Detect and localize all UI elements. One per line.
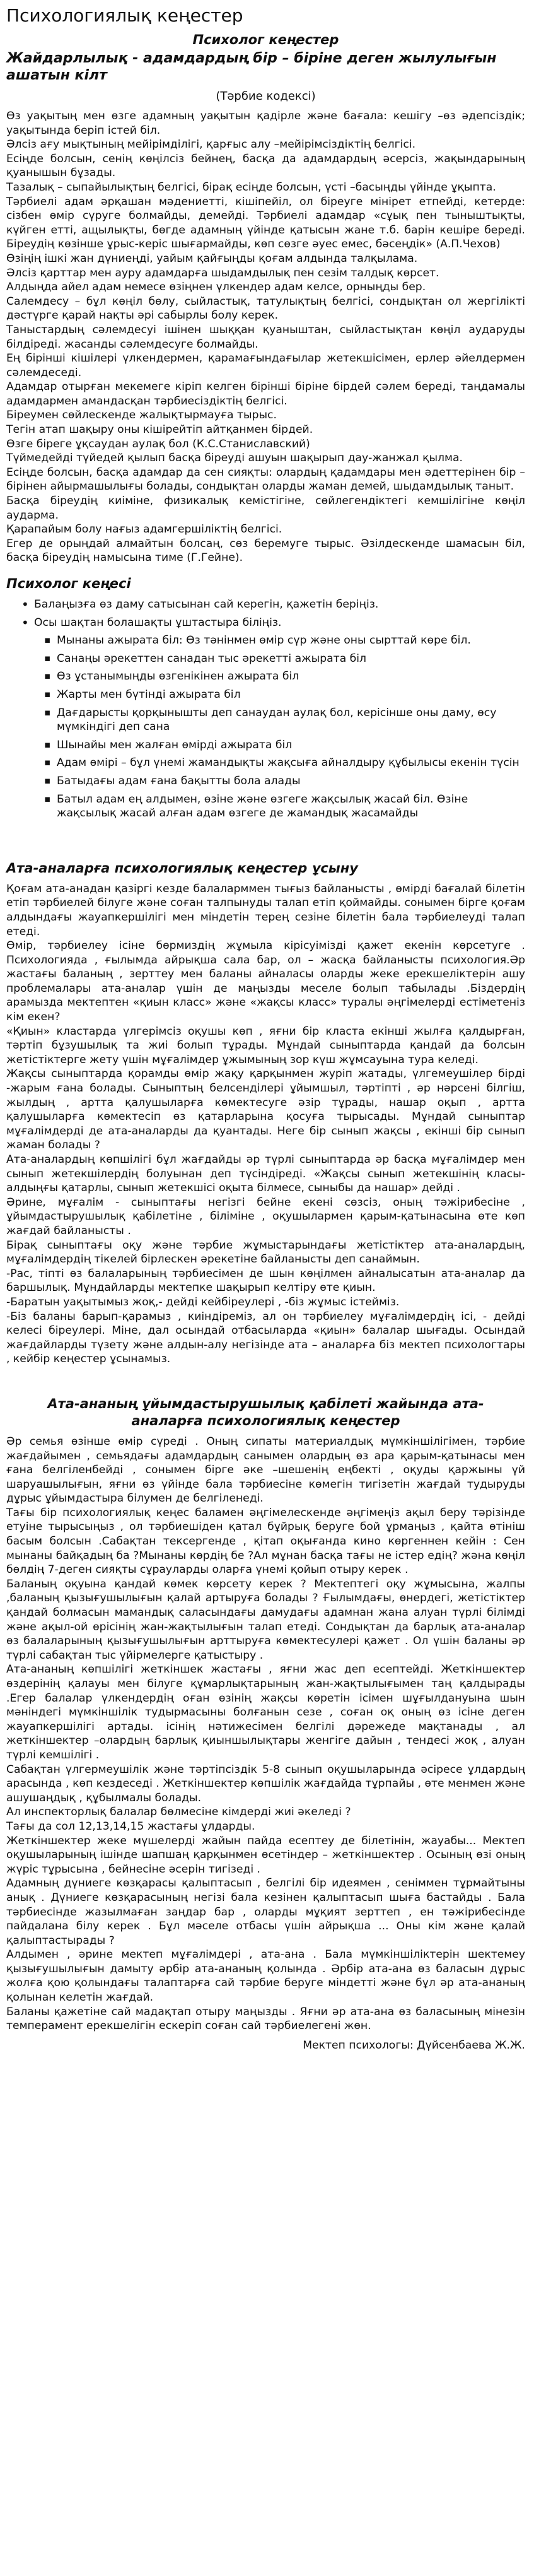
spacer	[6, 825, 525, 850]
parents-paragraph: Ата-аналардың көпшілігі бұл жағдайды әр түрлі сыныптарда әр басқа мұғалімдер мен сынып жетекшілердің болуынан деп түсіндіреді. «Жақсы сынып жетекшінің класы- алдыңғы қатарлы, сынып жетекшісі оқыта білмесе, сыныбы да нашар» дейді .	[6, 1153, 525, 1195]
intro-paragraph: Адамдар отырған мекемеге кіріп келген бірінші біріне бірдей сәлем береді, таңдамалы адамдармен амандасқан тәрбиесіздіктің белгісі.	[6, 380, 525, 408]
intro-paragraph: Өз уақытың мен өзге адамның уақытын қадірле және бағала: кешігу –өз әдепсіздік; уақытында беріп істей біл.	[6, 110, 525, 137]
intro-paragraph: Басқа біреудің киіміне, физикалық кемістігіне, сөйлегендіктегі кемшілігіне көңіл аударма.	[6, 495, 525, 522]
intro-paragraph: Әлсіз қарттар мен ауру адамдарға шыдамдылық пен сезім талдық көрсет.	[6, 266, 439, 279]
parents-role-paragraph: Баланы қажетіне сай мадақтап отыру маңызды . Яғни әр ата-ана өз баласының мінезін темперамент ерекшелігін ескеріп соған сай тәрбиелегені жөн.	[6, 2005, 525, 2033]
parents-role-paragraph: Адамның дүниеге көзқарасы қалыптасып , белгілі бір идеямен , сеніммен тұрмайтыны анық . Дүниеге көзқарасының негізі бала кезінен қалыптасып шыға бастайды . Бала тәрбиесінде жазылмаған заңдар бар , оларды мұқият зерттеп , ен тәжірибесінде пайдалана білу керек . Бұл мәселе отбасы үшін айрықша ... Оны кім және қалай қалыптастырады ?	[6, 1877, 525, 1947]
parents-paragraph: Өмір, тәрбиелеу ісіне бөрмиздің жұмыла кірісуімізді қажет екенін көрсетуге . Психологияда , ғылымда айрықша сала бар, ол – жасқа байланысты психология.Әр жастағы баланың , зерттеу мен баланы айналасы оларды жеке ерекшеліктерін ашу проблемалары ата-аналар үшін де маңызды меселе болып табылады .Біздердің арамызда мектептен «қиын класс» және «жақсы класс» туралы әңгімелерді естіметеніз кім екен?	[6, 939, 525, 1024]
psych-sub-bullet: ▪ Адам өмірі – бұл үнемі жамандықты жақсыға айналдыру құбылысы екенін түсін	[33, 756, 525, 770]
intro-paragraph: Біреумен сөйлескенде жалықтырмауға тырыс.	[6, 409, 277, 422]
intro-paragraph: Әлсіз ағу мықтының мейірімділігі, қарғыс алу –мейірімсіздіктің белгісі.	[6, 138, 416, 151]
intro-paragraph: Түймедейді түйедей қылып басқа біреуді ашуын шақырып дау-жанжал қылма.	[6, 452, 463, 465]
signature: Мектеп психологы: Дүйсенбаева Ж.Ж.	[303, 2038, 525, 2052]
psych-bullet: • Осы шақтан болашақты ұштастыра біліңіз.	[11, 616, 525, 630]
intro-paragraph: Алдыңда айел адам немесе өзіңнен үлкендер адам келсе, орныңды бер.	[6, 281, 426, 294]
intro-paragraph: Өзіңің ішкі жан дүниеңді, уайым қайғыңды қоғам алдында талқылама.	[6, 252, 418, 265]
intro-paragraph: Есіңде болсын, сенің көңілсіз бейнең, басқа да адамдардың әсерсіз, жақындарының қуанышын бұзады.	[6, 152, 525, 180]
psych-sublist	[33, 633, 525, 821]
spacer	[6, 1367, 525, 1385]
psych-bullet: • Балаңызға өз даму сатысынан сай керегін, қажетін беріңіз.	[11, 597, 525, 612]
parents-section	[6, 882, 525, 1367]
parents-role-paragraph: Ал инспекторлық балалар бөлмесіне кімдерді жиі әкеледі ?	[6, 1806, 351, 1819]
parents-role-paragraph: Сабақтан үлгермеушілік және тәртіпсіздік 5-8 сынып оқушыларында әсіресе ұлдардың арасында , көп кездеседі . Жеткіншектер көпшілік жағдайда тұрпайы , өте менмен және ашушаңдық , құбылмалы болады.	[6, 1763, 525, 1804]
psych-bullets	[11, 597, 525, 821]
parents-role-paragraph: Әр семья өзінше өмір сүреді . Оның сипаты материалдық мүмкіншілігімен, тәрбие жағдайымен , семьядағы адамдардың санымен олардың өз ара қарым-қатынасы мен ғана белгіленбейді , сонымен бірге әке –шешенің еңбекті , оқуды қаржыны үй шаруашылығын, яғни өз үйінде бала тәрбиесіне көмегін тигізетін жағдай тудыруды дұрыс ұйымдастыра білумен де белгіленеді.	[6, 1435, 525, 1505]
parents-role-paragraph: Алдымен , әрине мектеп мұғалімдері , ата-ана . Бала мүмкіншіліктерін шектемеу қызығушылығын дамыту әрбір ата-ананың қолында . Әрбір ата-ана өз баласын дұрыс жолға қою қолындағы талаптарға сай тәрбие беруге міндетті және бұл әр ата-ананың қолынан келетін жағдай.	[6, 1948, 525, 2004]
parents-role-heading-line2: аналарға психологиялық кеңестер	[131, 1413, 400, 1428]
parents-paragraph: Бірақ сыныптағы оқу және тәрбие жұмыстарындағы жетістіктер ата-аналардың, мұғалімдердің тікелей бірлескен әрекетіне байланысты деп санаймын.	[6, 1238, 525, 1266]
intro-paragraph: Есіңде болсын, басқа адамдар да сен сияқты: олардың қадамдары мен әдеттерінен бір – бірінен айырмашылығы болады, сондықтан оларды жаман демей, шыдамдылық таныт.	[6, 466, 525, 493]
intro-paragraph: Тазалық – сыпайылықтың белгісі, бірақ есіңде болсын, үсті –басыңды үйінде ұқыпта.	[6, 180, 496, 194]
psych-sub-bullet: ▪ Мынаны ажырата біл: Өз тәнінмен өмір сүр және оны сырттай көре біл.	[33, 633, 525, 648]
psych-sub-bullet: ▪ Шынайы мен жалған өмірді ажырата біл	[33, 738, 525, 753]
parents-paragraph: -Біз баланы барып-қарамыз , киіндіреміз, ал он тәрбиелеу мұғалімдердің ісі, - дейді келесі біреулері. Міне, дал осындай отбасыларда «қиын» балалар шығады. Осындай жағдайларды түзету және алдын-алу негізінде ата – аналарға біз мектеп психологтары , кейбір кеңестер ұсынамыз.	[6, 1310, 525, 1366]
psych-sub-bullet: ▪ Батыл адам ең алдымен, өзіне және өзгеге жақсылық жасай біл. Өзіне жақсылық жасай алған адам өзгеге де жамандық жасамайды	[33, 792, 525, 821]
main-heading: Жайдарлылық - адамдардың бір – біріне деген жылулығын ашатын кілт	[6, 50, 497, 83]
subtitle: (Тәрбие кодексі)	[216, 90, 316, 103]
intro-paragraph: Тегін атап шақыру оны кішірейтіп айтқанмен бірдей.	[6, 423, 313, 437]
parents-paragraph: -Рас, тіпті өз балаларының тәрбиесімен де шын көңілмен айналысатын ата-аналар да баршылық. Мұндайларды мектепке шақырып келтіру өте қиын.	[6, 1267, 525, 1295]
psych-sub-bullet: ▪ Өз ұстанымыңды өзгенікінен ажырата біл	[33, 669, 525, 684]
page-title: Психологиялық кеңестер	[6, 5, 243, 26]
parents-role-paragraph: Жеткіншектер жеке мүшелерді жайын пайда есептеу де білетінін, жауабы... Мектеп оқушыларының ішінде шапшаң қарқынмен өсетіндер – жеткіншектер . Осының өзі оның жүріс тұрысына , бейнесіне әсерін тигізеді .	[6, 1834, 525, 1876]
intro-paragraph: Өзге біреге ұқсаудан аулақ бол (К.С.Станиславский)	[6, 437, 310, 450]
intro-paragraph: Таныстардың сәлемдесуі ішінен шыққан қуаныштан, сыйластықтан көңіл аударуды білдіреді. жасанды сәлемдесуге болмайды.	[6, 323, 525, 351]
document-title: Психолог кеңестер	[192, 32, 339, 47]
parents-paragraph: Қоғам ата-анадан қазіргі кезде балаларммен тығыз байланысты , өмірді бағалай білетін етіп тәрбиелей білуге және соған талпынуды талап етіп қоймайды. сонымен бірге қоғам алдындағы жауапкершілігі мен міндетін терең сезіне білетін бала тәрбиелеуді талап етеді.	[6, 882, 525, 938]
psych-sub-bullet: ▪ Санаңы әрекеттен санадан тыс әрекетті ажырата біл	[33, 652, 525, 666]
psych-sub-bullet: ▪ Жарты мен бүтінді ажырата біл	[33, 688, 525, 702]
intro-paragraph: Тәрбиелі адам әрқашан мәдениетті, кішіпейіл, ол біреуге мінірет етпейді, кетерде: сізбен өмір сүруге болмайды, демейді. Тәрбиелі адамдар «сұық пен тыныштықты, күйген етті, ащылықты, бөгде адамның үйінде қатысын жане т.б. барін кешіре береді. Біреудің көзінше ұрыс-керіс шығармайды, көп сөзге әуес емес, бәсеңдік» (А.П.Чехов)	[6, 195, 525, 251]
intro-paragraph: Ең бірінші кішілері үлкендермен, қарамағындағылар жетекшісімен, ерлер әйелдермен сәлемдеседі.	[6, 352, 525, 379]
parents-role-section	[6, 1435, 525, 2033]
parents-role-paragraph: Тағы да сол 12,13,14,15 жастағы ұлдарды.	[6, 1820, 255, 1833]
intro-paragraph: Қарапайым болу нағыз адамгершіліктің белгісі.	[6, 523, 282, 536]
psych-sub-bullet: ▪ Дағдарысты қорқынышты деп санаудан аулақ бол, керісінше оны даму, өсу мүмкіндігі деп сана	[33, 706, 525, 734]
parents-role-paragraph: Баланың оқуына қандай көмек көрсету керек ? Мектептегі оқу жұмысына, жалпы ,баланың қызығушылығын қалай артыруға болады ? Ғылымдағы, өнердегі, жетістіктер қандай болмасын мамандық саласындағы дамудағы адамнан жана алуан түрлі білімді және ақыл-ой өрісінің жан-жақтылығын талап етеді. Сондықтан да барлық ата-аналар өз балаларының қызығушылығын арттыруға көмектесулері қажет . Ол үшін баланы әр түрлі сабақтан тыс үйірмелерге қатыстыру .	[6, 1577, 525, 1662]
parents-role-heading-line1: Ата-ананың ұйымдастырушылық қабілеті жайында ата-	[47, 1396, 484, 1411]
psych-sub-bullet: ▪ Батыдағы адам ғана бақытты бола алады	[33, 774, 525, 789]
psych-section-heading: Психолог кеңесі	[6, 576, 131, 591]
parents-role-heading	[6, 1396, 525, 1430]
intro-paragraph: Салемдесу – бұл көңіл бөлу, сыйластық, татулықтың белгісі, сондықтан ол жергілікті дәстүрге қарай нақты әрі сабырлы болу керек.	[6, 295, 525, 322]
parents-paragraph: Жақсы сыныптарда қорамды өмір жақу қарқынмен журіп жатады, үлгемеушілер бірді -жарым ғана болады. Сыныптың белсенділері ұйымшыл, тәртіпті , әр нәрсені білгіш, жылдың , артта қалушыларға көмектесуге әзір тұрады, нашар оқып , артта қалушыларға көмектесіп өз қатарларына қосуға тырысады. Мұндай сыныптар мұғалімдерді де ата-аналарды да қуантады. Неге бір сынып жақсы , екінші бір сынып жаман болады ?	[6, 1067, 525, 1152]
parents-paragraph: -Баратын уақытымыз жоқ,- дейді кейбіреулері , -біз жұмыс істейміз.	[6, 1295, 400, 1309]
parents-role-paragraph: Ата-ананың көпшілігі жеткіншек жастағы , яғни жас деп есептейді. Жеткіншектер өздерінің қалауы мен білуге құмарлықтарының жан-жақтылығымен таң қалдырады .Егер балалар үлкендердің оған өзінің жақсы көретін ісімен шұғылдануына шын мәніндегі мүмкіншілік тудырмасыны болғанын сезе , соған оқ оның өз ісіне деген жауапкершілігі артады. ісінің нәтижесімен белгілі дәрежеде мақтанады , ал жеткіншектер –олардың барлық қиыншылықтары женгіге дайын , тендесі жоқ , алуан түрлі кемшілігі .	[6, 1663, 525, 1761]
parents-paragraph: Әрине, мұғалім - сыныптағы негізгі бейне екені сөзсіз, оның тәжірибесіне , ұйымдастырушылық қабілетіне , біліміне , оқушылармен қарым-қатынасына өте көп жағдай байланысты .	[6, 1196, 525, 1237]
intro-paragraph: Егер де орыңдай алмайтын болсаң, сөз беремуге тырыс. Әзілдескенде шамасын біл, басқа біреудің намысына тиме (Г.Гейне).	[6, 537, 525, 565]
intro-section	[6, 109, 525, 565]
parents-role-paragraph: Тағы бір психологиялық кеңес баламен әңгімелескенде әңгімеңіз ақыл беру тәрізінде етуіне тырысыңыз , ол тәрбиешіден қатал бұйрық беруге бой ұрмаңыз , қайта өтініш басым болсын .Сабақтан тексергенде , қітап оқығанда кино көргеннен кейін : Сен мынаны байқадың ба ?Мынаны көрдің бе ?Ал мұнан басқа тағы не істер едің? жәна көңіл бөлдің 7-деген сияқты сұрауларды оларға үнемі қойып отыру керек .	[6, 1506, 525, 1577]
parents-section-heading: Ата-аналарға психологиялық кеңестер ұсыну	[6, 860, 358, 876]
parents-paragraph: «Қиын» кластарда үлгерімсіз оқушы көп , яғни бір класта екінші жылға қалдырған, тәртіп бұзушылық та жиі болып тұрады. Мұндай сыныптарда қандай да болсын жетістіктерге жету үшін мұғалімдер ұжымының зор күш жұмсауына тура келеді.	[6, 1025, 525, 1066]
